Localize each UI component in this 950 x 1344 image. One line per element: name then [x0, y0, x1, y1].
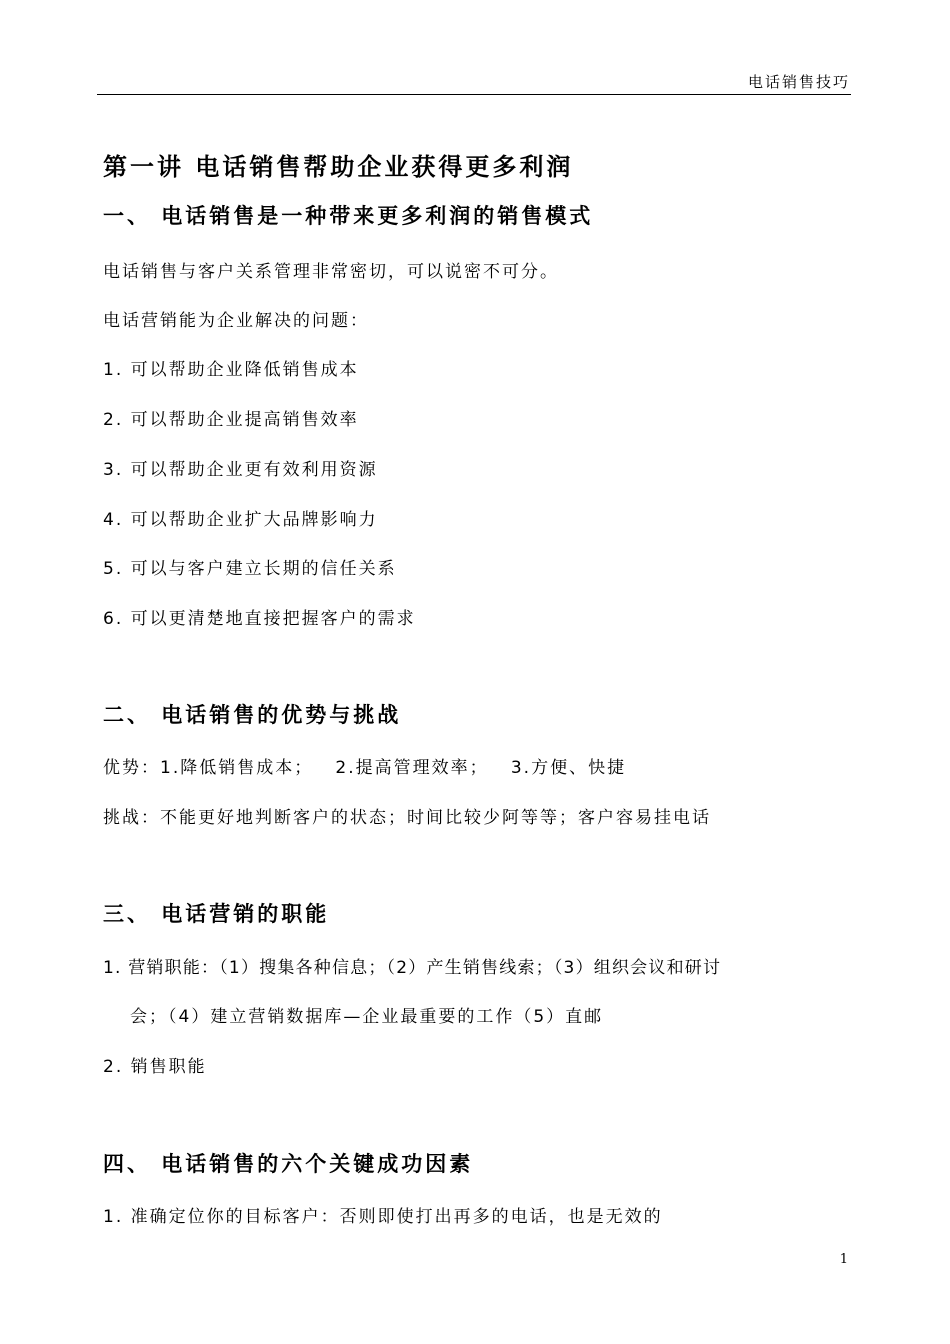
lecture-title: 第一讲 电话销售帮助企业获得更多利润 [103, 153, 574, 181]
header-rule [97, 94, 851, 95]
section1-intro: 电话销售与客户关系管理非常密切，可以说密不可分。 [103, 262, 559, 282]
section1-heading: 一、 电话销售是一种带来更多利润的销售模式 [103, 204, 594, 228]
page-number: 1 [839, 1252, 848, 1267]
list-item: 4. 可以帮助企业扩大品牌影响力 [103, 510, 378, 530]
list-item: 5. 可以与客户建立长期的信任关系 [103, 559, 397, 579]
list-item: 2. 可以帮助企业提高销售效率 [103, 410, 359, 430]
list-item: 6. 可以更清楚地直接把握客户的需求 [103, 609, 416, 629]
section3-item2: 2. 销售职能 [103, 1057, 207, 1077]
section2-advantages: 优势：1.降低销售成本； 2.提高管理效率； 3.方便、快捷 [103, 758, 627, 778]
section4-heading: 四、 电话销售的六个关键成功因素 [103, 1152, 474, 1176]
list-item: 3. 可以帮助企业更有效利用资源 [103, 460, 378, 480]
section2-challenges: 挑战：不能更好地判断客户的状态；时间比较少阿等等；客户容易挂电话 [103, 808, 711, 828]
list-item: 1. 可以帮助企业降低销售成本 [103, 360, 359, 380]
section3-item1-line2: 会；（4）建立营销数据库—企业最重要的工作（5）直邮 [130, 1007, 604, 1027]
section3-item1-line1: 1. 营销职能：（1）搜集各种信息；（2）产生销售线索；（3）组织会议和研讨 [103, 958, 722, 978]
section4-item1: 1. 准确定位你的目标客户：否则即使打出再多的电话，也是无效的 [103, 1207, 663, 1227]
section3-heading: 三、 电话营销的职能 [103, 902, 330, 926]
section1-question: 电话营销能为企业解决的问题： [103, 311, 369, 331]
page-header-title: 电话销售技巧 [747, 73, 850, 91]
section2-heading: 二、 电话销售的优势与挑战 [103, 703, 402, 727]
